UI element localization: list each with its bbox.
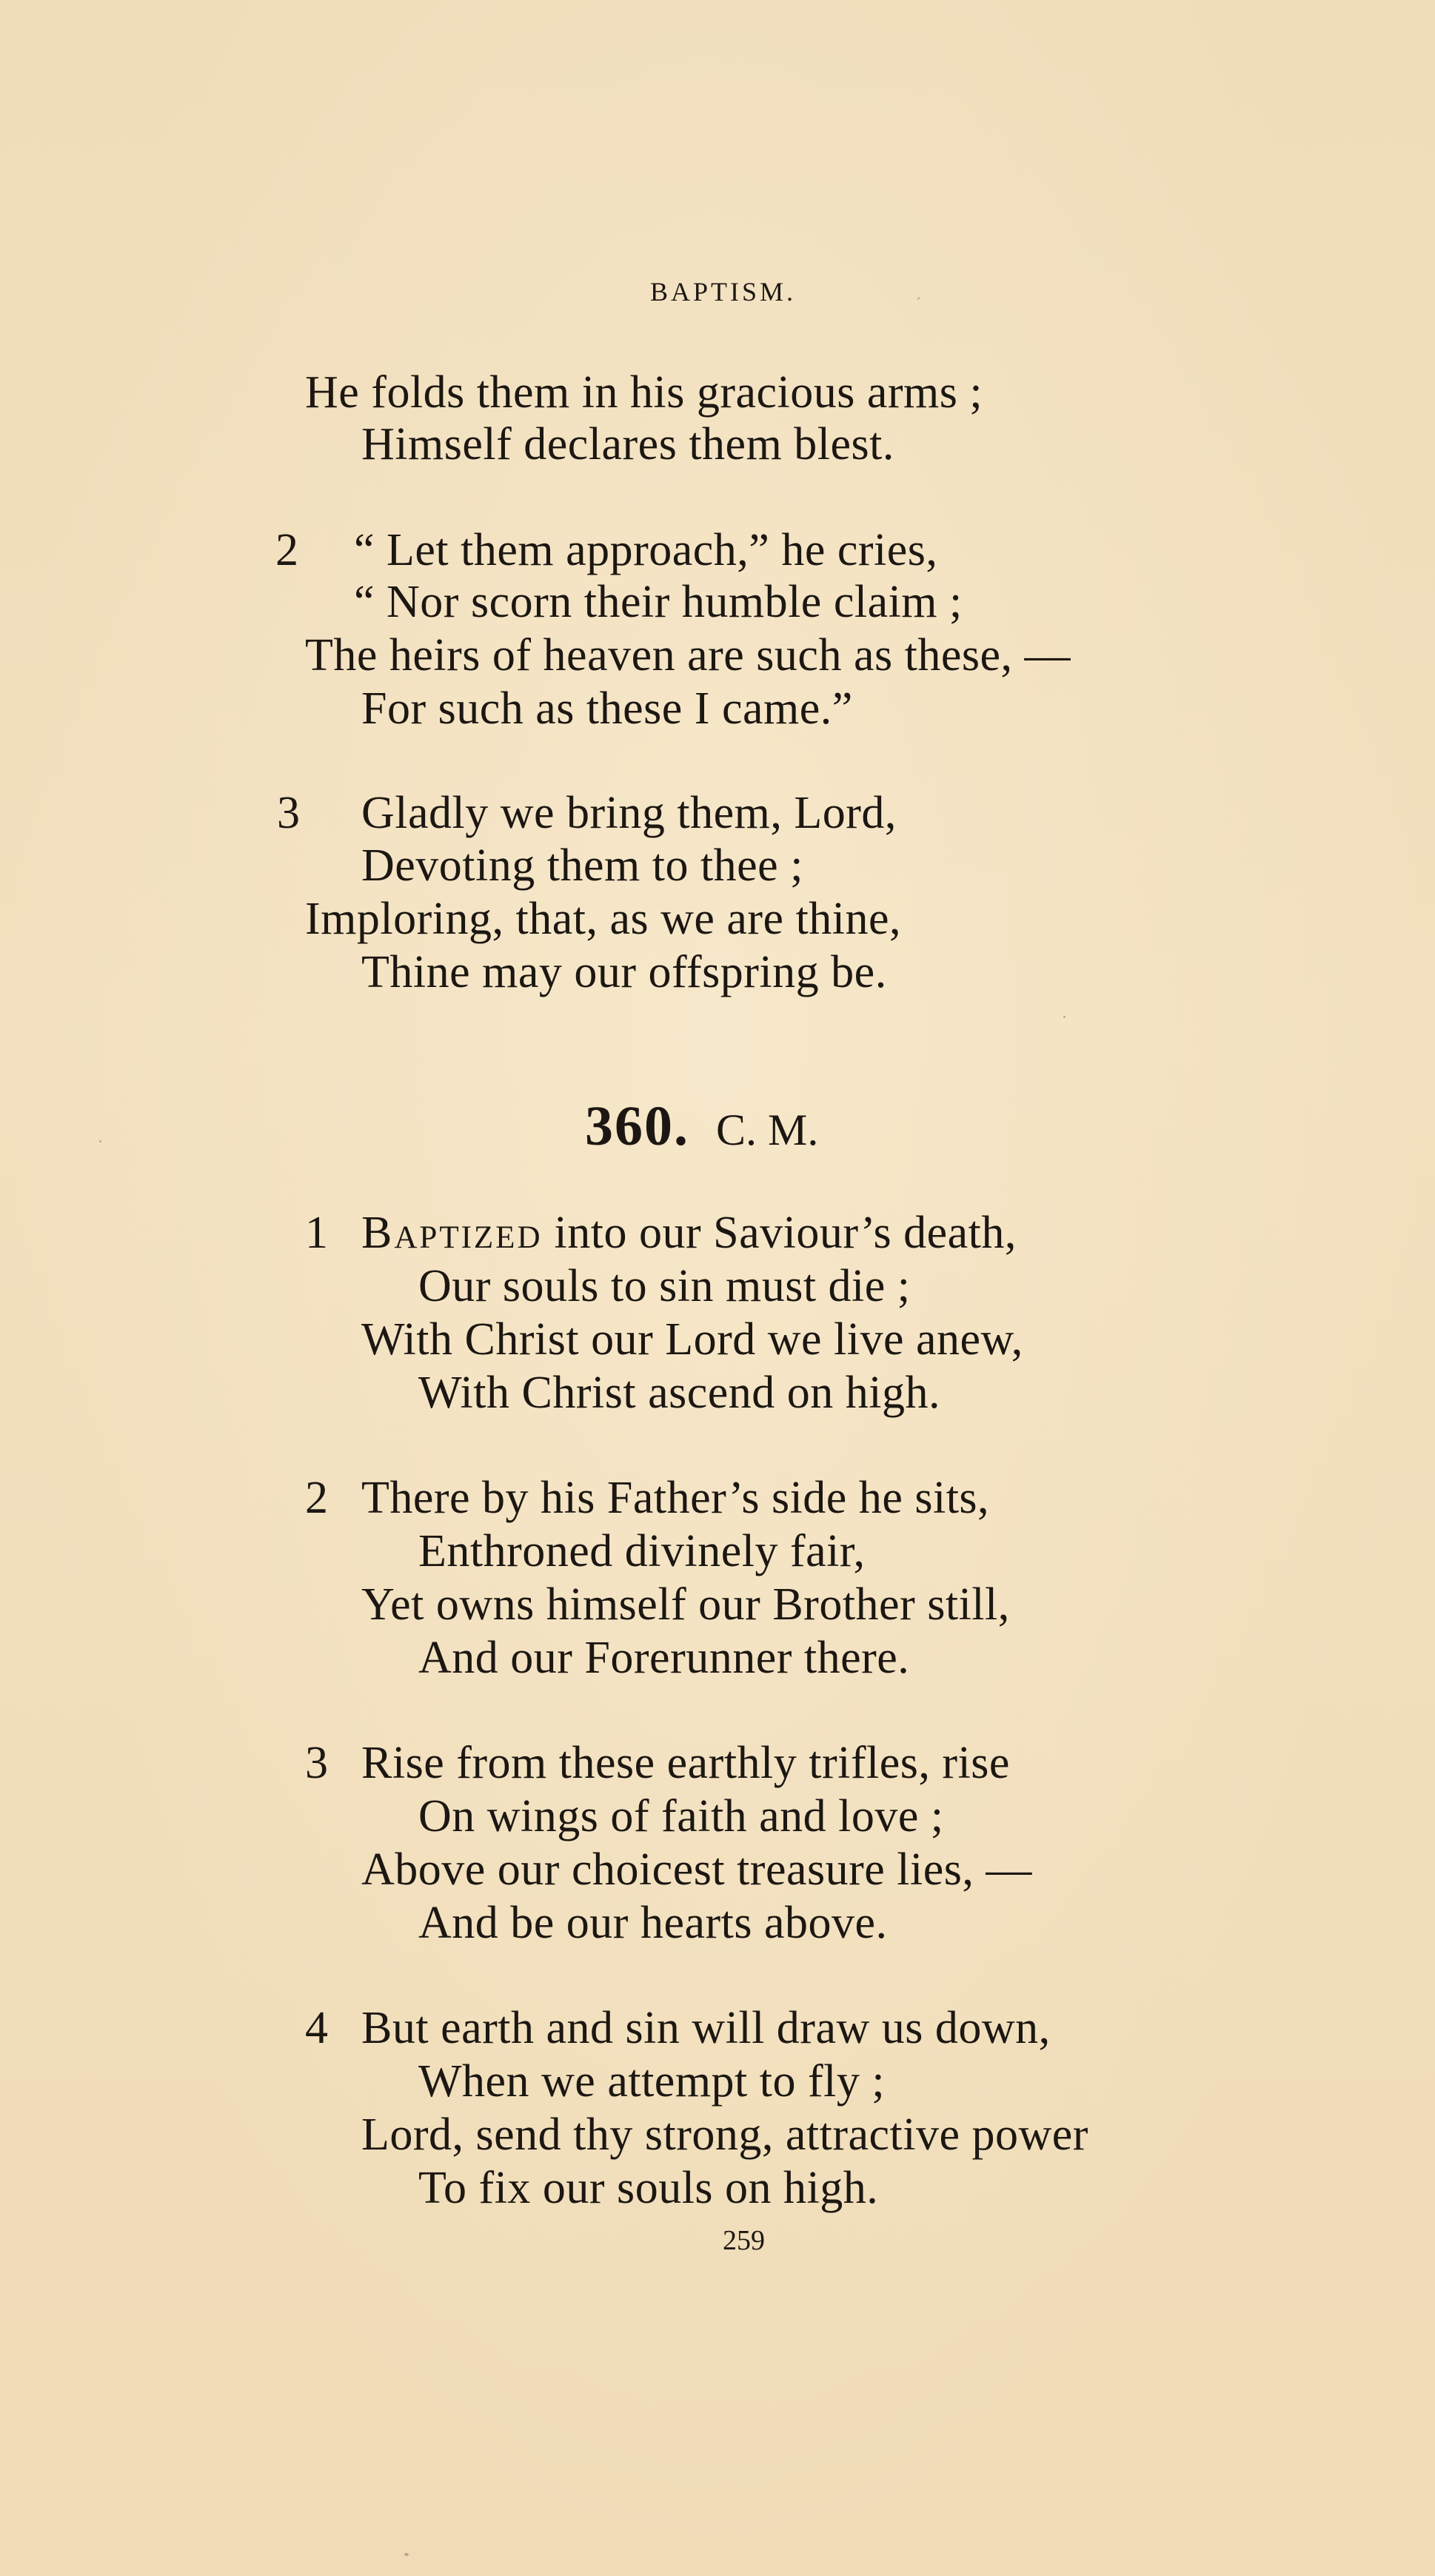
verse-line: With Christ our Lord we live anew, xyxy=(361,1314,1023,1365)
stanza-number: 3 xyxy=(277,788,300,838)
stanza-number: 3 xyxy=(305,1738,328,1788)
stanza-number: 4 xyxy=(305,2003,328,2053)
verse-line: He folds them in his gracious arms ; xyxy=(305,367,983,418)
paper-speck xyxy=(1063,1016,1066,1018)
verse-line: But earth and sin will draw us down, xyxy=(361,2003,1051,2053)
verse-line: When we attempt to fly ; xyxy=(418,2056,886,2107)
verse-line: Our souls to sin must die ; xyxy=(418,1261,911,1311)
stanza-number: 2 xyxy=(305,1473,328,1523)
verse-line: Rise from these earthly trifles, rise xyxy=(361,1738,1010,1788)
running-head: BAPTISM. xyxy=(650,277,797,307)
page-number: 259 xyxy=(723,2225,765,2256)
verse-line: To fix our souls on high. xyxy=(418,2163,879,2213)
paper-speck xyxy=(99,1140,101,1143)
hymn-heading xyxy=(585,1094,818,1159)
verse-line: On wings of faith and love ; xyxy=(418,1791,944,1841)
verse-line: “ Nor scorn their humble claim ; xyxy=(354,577,963,627)
verse-line: With Christ ascend on high. xyxy=(418,1368,940,1418)
paper-speck xyxy=(404,2553,409,2556)
verse-line: Yet owns himself our Brother still, xyxy=(361,1579,1010,1630)
stanza-number: 2 xyxy=(275,525,298,575)
verse-line: There by his Father’s side he sits, xyxy=(361,1473,990,1523)
verse-line: Himself declares them blest. xyxy=(361,419,894,469)
verse-line: And be our hearts above. xyxy=(418,1898,888,1948)
verse-line: The heirs of heaven are such as these, — xyxy=(305,630,1071,680)
verse-line: Lord, send thy strong, attractive power xyxy=(361,2110,1088,2160)
verse-line: Thine may our offspring be. xyxy=(361,947,887,997)
verse-line: And our Forerunner there. xyxy=(418,1633,910,1683)
stanza-number: 1 xyxy=(305,1208,328,1258)
verse-line: Gladly we bring them, Lord, xyxy=(361,788,897,838)
hymn-meter: C. M. xyxy=(716,1105,819,1154)
verse-line: For such as these I came.” xyxy=(361,683,853,734)
verse-line xyxy=(361,1207,1017,1259)
verse-line: Above our choicest treasure lies, — xyxy=(361,1844,1032,1895)
verse-line: Imploring, that, as we are thine, xyxy=(305,894,902,944)
verse-line: “ Let them approach,” he cries, xyxy=(354,525,938,575)
initial-word: Baptized xyxy=(361,1208,543,1258)
verse-line: Enthroned divinely fair, xyxy=(418,1526,866,1576)
verse-line: Devoting them to thee ; xyxy=(361,840,803,891)
hymn-number: 360. xyxy=(585,1095,689,1157)
paper-speck xyxy=(917,297,920,301)
verse-line-rest: into our Saviour’s death, xyxy=(542,1208,1017,1258)
